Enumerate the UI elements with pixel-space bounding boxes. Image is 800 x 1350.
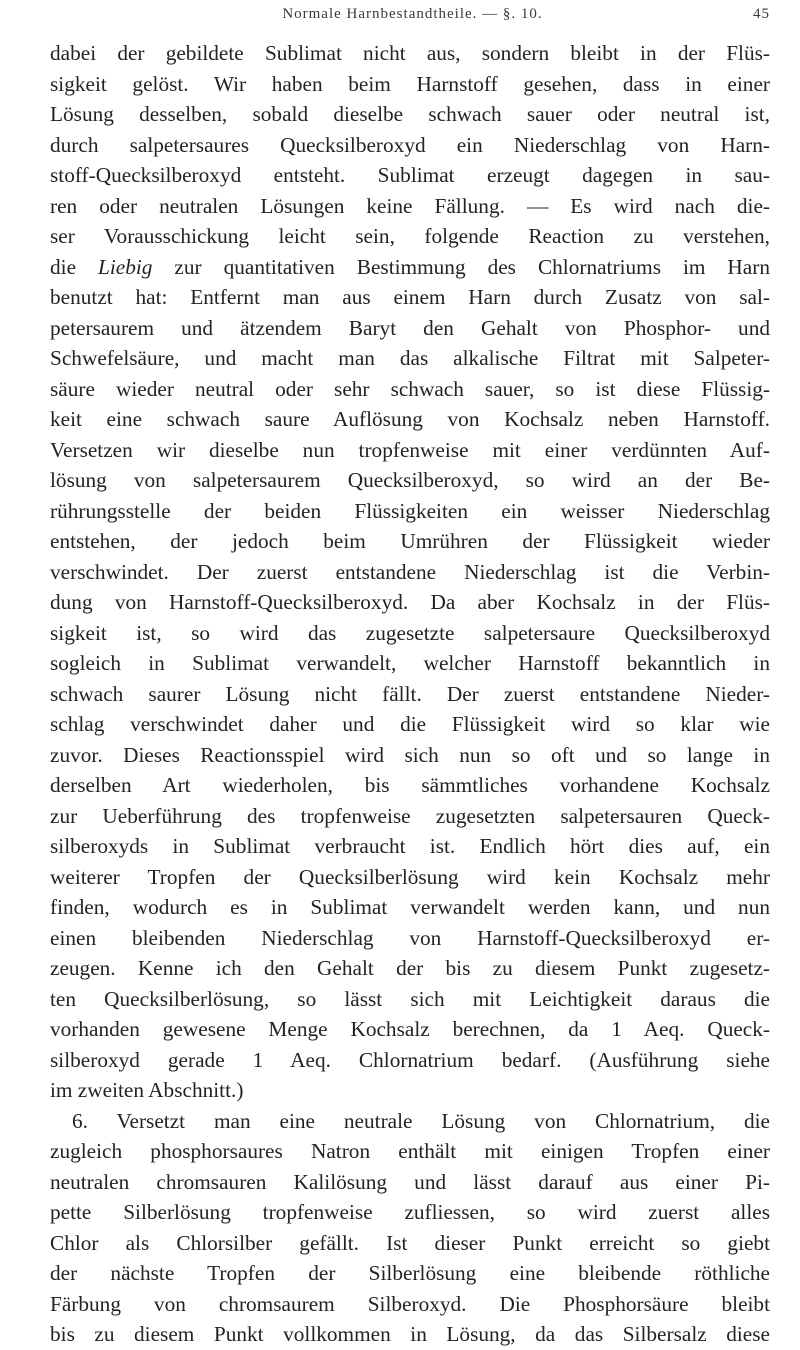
text-line: schlag verschwindet daher und die Flüssigkeit wird so klar wie (50, 712, 770, 736)
text-line: durch salpetersaures Quecksilberoxyd ein Niederschlag von Harn- (50, 132, 770, 157)
text-line: pette Silberlösung tropfenweise zufliessen, so wird zuerst alles (50, 1200, 770, 1224)
text-line: lösung von salpetersaurem Quecksilberoxyd, so wird an der Be- (50, 468, 770, 492)
text-line: vorhanden gewesene Menge Kochsalz berechnen, da 1 Aeq. Queck- (50, 1017, 770, 1041)
running-head-title: Normale Harnbestandtheile. — §. 10. (282, 6, 543, 22)
text-line: Schwefelsäure, und macht man das alkalische Filtrat mit Salpeter- (50, 346, 770, 370)
text-line: Färbung von chromsaurem Silberoxyd. Die Phosphorsäure bleibt (50, 1291, 770, 1316)
text-line: einen bleibenden Niederschlag von Harnstoff-Quecksilberoxyd er- (50, 925, 770, 950)
text-line: die Liebig zur quantitativen Bestimmung des Chlornatriums im Harn (50, 254, 770, 279)
text-line: silberoxyd gerade 1 Aeq. Chlornatrium bedarf. (Ausführung siehe (50, 1047, 770, 1072)
text-line: neutralen chromsauren Kalilösung und lässt darauf aus einer Pi- (50, 1169, 770, 1194)
text-line: stoff-Quecksilberoxyd entsteht. Sublimat erzeugt dagegen in sau- (50, 163, 770, 187)
text-line: dabei der gebildete Sublimat nicht aus, sondern bleibt in der Flüs- (50, 41, 770, 65)
page-number: 45 (753, 6, 770, 22)
text-line: säure wieder neutral oder sehr schwach sauer, so ist diese Flüssig- (50, 376, 770, 401)
text-line: 6. Versetzt man eine neutrale Lösung von Chlornatrium, die (72, 1108, 770, 1133)
text-line: der nächste Tropfen der Silberlösung eine bleibende röthliche (50, 1261, 770, 1285)
running-head (55, 6, 770, 28)
text-line: schwach saurer Lösung nicht fällt. Der zuerst entstandene Nieder- (50, 681, 770, 706)
text-line: sigkeit ist, so wird das zugesetzte salpetersaure Quecksilberoxyd (50, 620, 770, 645)
text-line: bis zu diesem Punkt vollkommen in Lösung, da das Silbersalz diese (50, 1322, 770, 1346)
text-line: weiterer Tropfen der Quecksilberlösung wird kein Kochsalz mehr (50, 864, 770, 889)
text-line: zeugen. Kenne ich den Gehalt der bis zu diesem Punkt zugesetz- (50, 956, 770, 980)
text-line: verschwindet. Der zuerst entstandene Niederschlag ist die Verbin- (50, 559, 770, 584)
text-line: rührungsstelle der beiden Flüssigkeiten ein weisser Niederschlag (50, 498, 770, 523)
text-line: silberoxyds in Sublimat verbraucht ist. Endlich hört dies auf, ein (50, 834, 770, 858)
text-line: zuvor. Dieses Reactionsspiel wird sich nun so oft und so lange in (50, 742, 770, 767)
text-line: Versetzen wir dieselbe nun tropfenweise mit einer verdünnten Auf- (50, 437, 770, 462)
text-line: zur Ueberführung des tropfenweise zugesetzten salpetersauren Queck- (50, 803, 770, 828)
text-line: dung von Harnstoff-Quecksilberoxyd. Da aber Kochsalz in der Flüs- (50, 590, 770, 614)
text-line: finden, wodurch es in Sublimat verwandelt werden kann, und nun (50, 895, 770, 919)
body-text (50, 38, 770, 1350)
text-line: zugleich phosphorsaures Natron enthält mit einigen Tropfen einer (50, 1139, 770, 1163)
text-line: Chlor als Chlorsilber gefällt. Ist dieser Punkt erreicht so giebt (50, 1230, 770, 1255)
text-line: derselben Art wiederholen, bis sämmtliches vorhandene Kochsalz (50, 773, 770, 797)
text-line: im zweiten Abschnitt.) (50, 1078, 244, 1102)
text-line: sogleich in Sublimat verwandelt, welcher Harnstoff bekanntlich in (50, 651, 770, 675)
text-line: ser Vorausschickung leicht sein, folgende Reaction zu verstehen, (50, 224, 770, 248)
text-line: entstehen, der jedoch beim Umrühren der Flüssigkeit wieder (50, 529, 770, 553)
text-line: sigkeit gelöst. Wir haben beim Harnstoff gesehen, dass in einer (50, 71, 770, 96)
text-line: Lösung desselben, sobald dieselbe schwach sauer oder neutral ist, (50, 102, 770, 126)
text-line: keit eine schwach saure Auflösung von Kochsalz neben Harnstoff. (50, 407, 770, 431)
text-line: petersaurem und ätzendem Baryt den Gehalt von Phosphor- und (50, 315, 770, 340)
text-line: ten Quecksilberlösung, so lässt sich mit Leichtigkeit daraus die (50, 986, 770, 1011)
text-line: benutzt hat: Entfernt man aus einem Harn durch Zusatz von sal- (50, 285, 770, 309)
text-line: ren oder neutralen Lösungen keine Fällung. — Es wird nach die- (50, 193, 770, 218)
